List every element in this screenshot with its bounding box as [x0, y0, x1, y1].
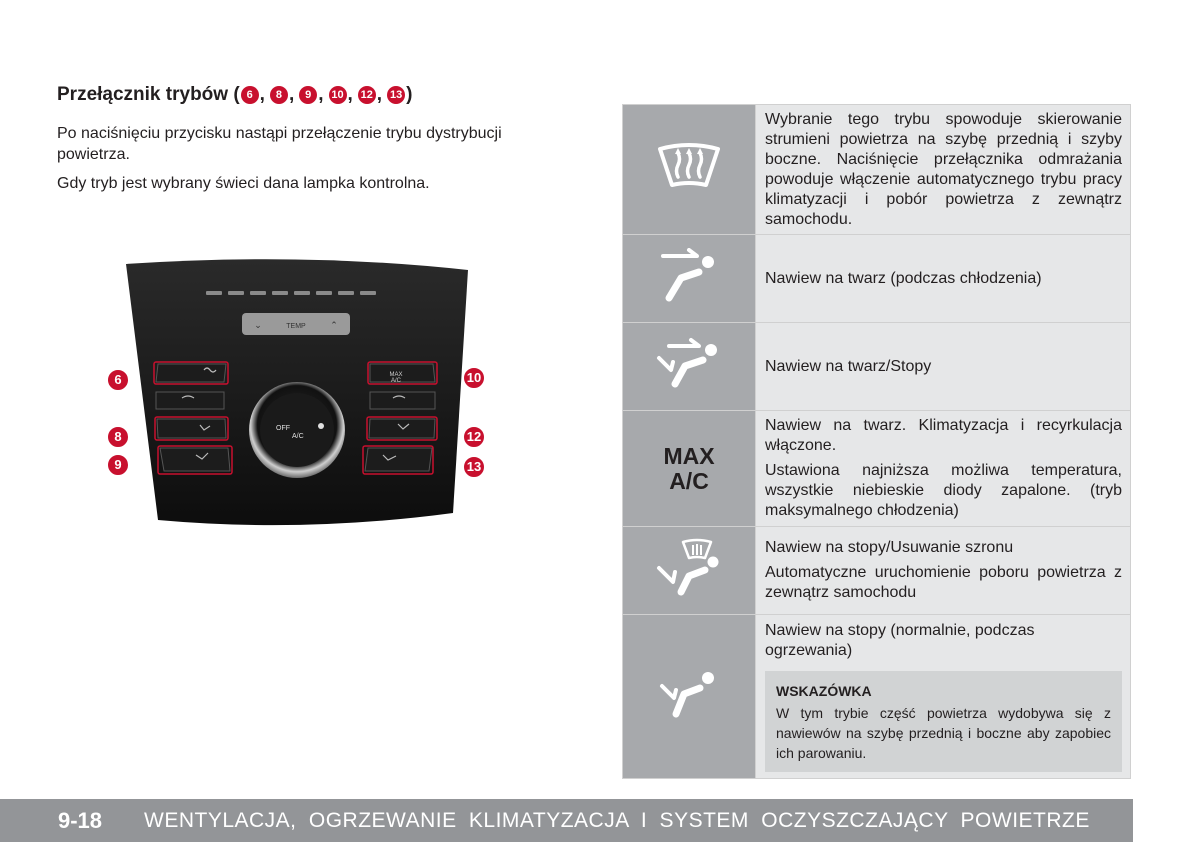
knob-off-label: OFF	[276, 425, 290, 432]
intro-paragraph: Po naciśnięciu przycisku nastąpi przełączenie trybu dystrybucji powietrza.	[57, 125, 502, 163]
section-title: Przełącznik trybów (	[57, 84, 240, 105]
chapter-title: WENTYLACJA, OGRZEWANIE KLIMATYZACJA I SYSTEM OCZYSZCZAJĄCY POWIETRZE	[144, 808, 1090, 832]
mode-description: Nawiew na twarz/Stopy	[765, 357, 932, 375]
vent-feet-icon	[658, 666, 720, 722]
mode-row	[623, 323, 1131, 411]
svg-text:A/C: A/C	[390, 378, 402, 384]
badge-10: 10	[329, 86, 347, 104]
mode-description: Nawiew na stopy/Usuwanie szronu	[765, 539, 1014, 556]
badge-8: 8	[270, 86, 288, 104]
callout-10: 10	[463, 367, 485, 389]
mode-description: Wybranie tego trybu spowoduje skierowanie strumieni powietrza na szybę przednią i szyby boczne. Naciśnięcie przełącznika odmrażania powoduje włączenie automatycznego trybu pracy klimatyzacji i pobór powietrza z zewnątrz samochodu.	[765, 110, 1122, 228]
mode-row	[623, 105, 1131, 235]
mode-row	[623, 615, 1131, 779]
page-number: 9-18	[58, 807, 103, 833]
temp-label: TEMP	[286, 323, 306, 330]
badge-13: 13	[387, 86, 405, 104]
climate-panel-drawing	[108, 258, 498, 526]
vent-face-icon	[659, 248, 719, 304]
mode-description: Ustawiona najniższa możliwa temperatura, wszystkie niebieskie diody zapalone. (tryb maksymalnego chłodzenia)	[765, 462, 1122, 519]
mode-row	[623, 235, 1131, 323]
defrost-windshield-icon	[654, 141, 724, 193]
note-body: W tym trybie część powietrza wydobywa się z nawiewów na szybę przednią i boczne aby zapobiec ich parowaniu.	[776, 705, 1111, 761]
modes-table	[622, 104, 1131, 779]
callout-6: 6	[107, 369, 129, 391]
note-box	[765, 671, 1122, 772]
section-heading: Przełącznik trybów ( 6 , 8 , 9 , 10 , 12 , 13 )	[57, 84, 413, 105]
mode-description: Automatyczne uruchomienie poboru powietrza z zewnątrz samochodu	[765, 564, 1122, 601]
badge-12: 12	[358, 86, 376, 104]
mode-row	[623, 411, 1131, 527]
mode-description: Nawiew na twarz. Klimatyzacja i recyrkulacja włączone.	[765, 417, 1122, 454]
vent-feet-defrost-icon	[653, 538, 725, 598]
mode-description: Nawiew na twarz (podczas chłodzenia)	[765, 269, 1042, 287]
callout-8: 8	[107, 426, 129, 448]
callout-12: 12	[463, 426, 485, 448]
climate-panel-illustration	[108, 258, 498, 526]
vent-face-feet-icon	[655, 336, 723, 392]
badge-9: 9	[299, 86, 317, 104]
callout-9: 9	[107, 454, 129, 476]
note-title: WSKAZÓWKA	[776, 683, 872, 699]
svg-text:⌃: ⌃	[330, 321, 338, 331]
mode-row	[623, 527, 1131, 615]
svg-text:MAX: MAX	[389, 372, 403, 378]
svg-text:⌄: ⌄	[254, 321, 262, 331]
page-footer	[0, 799, 1133, 842]
badge-6: 6	[241, 86, 259, 104]
max-ac-icon: MAX A/C	[663, 442, 715, 494]
knob-ac-label: A/C	[292, 433, 304, 440]
mode-description: Nawiew na stopy (normalnie, podczas ogrzewania)	[765, 622, 1035, 659]
callout-13: 13	[463, 456, 485, 478]
indicator-paragraph: Gdy tryb jest wybrany świeci dana lampka kontrolna.	[57, 175, 430, 192]
